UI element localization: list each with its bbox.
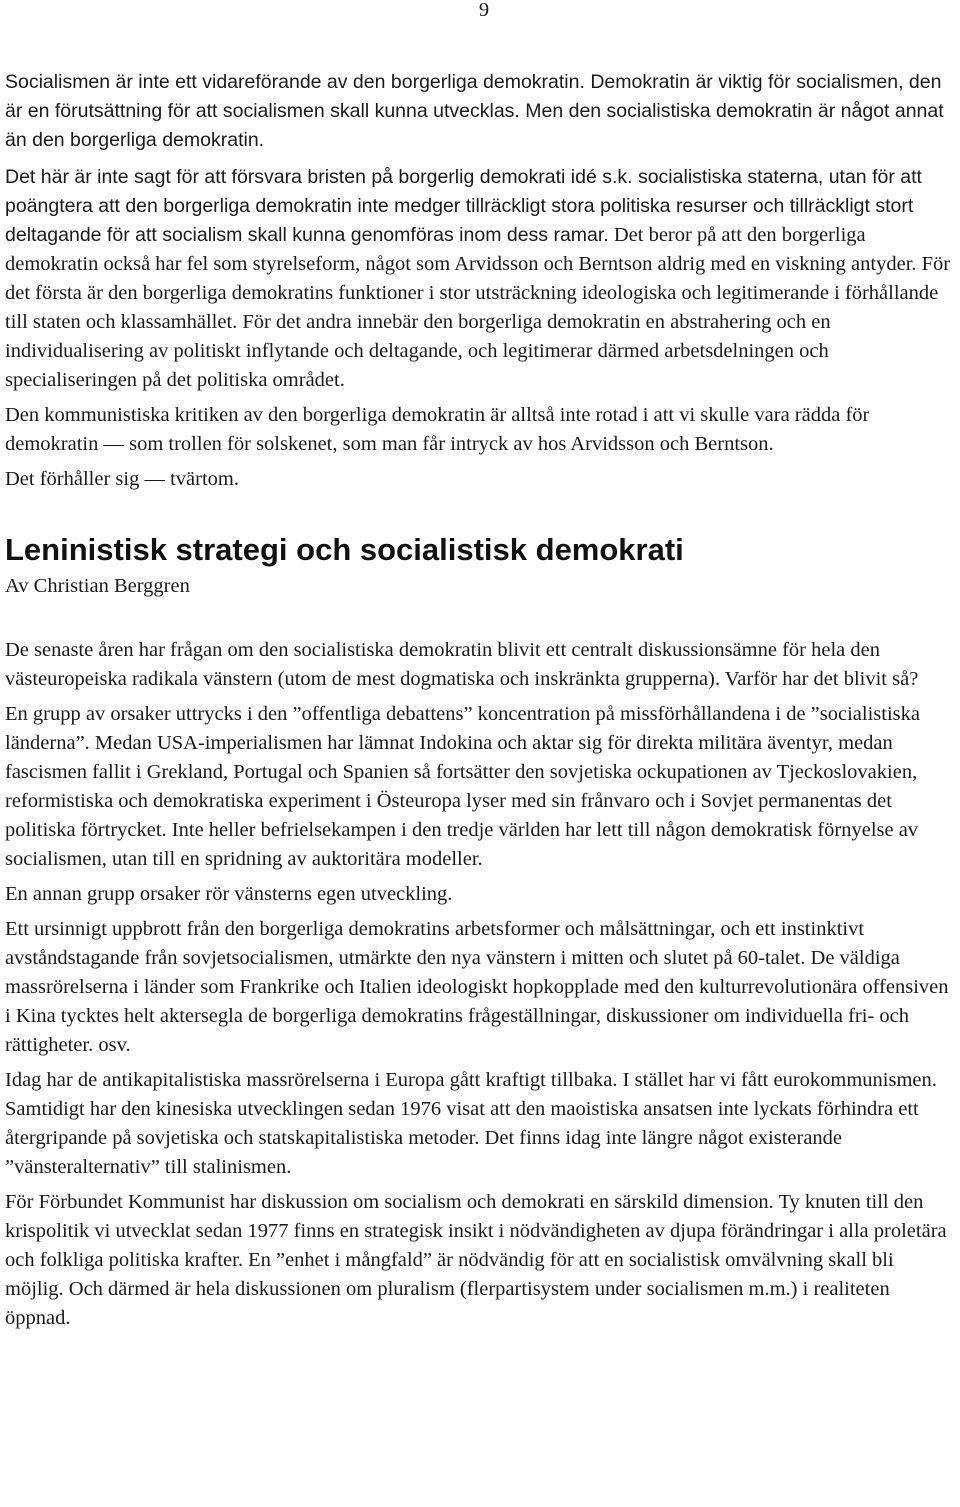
article-paragraph: Ett ursinnigt uppbrott från den borgerliga demokratins arbetsformer och målsättningar, och ett instinktivt avståndstagande från sovjetsocialismen, utmärkte den nya vänstern i mitten och slutet på 60-talet. De väldiga massrörelserna i länder som Frankrike och Italien ideologiskt hopkopplade med den kulturrevolutionära offensiven i Kina tycktes helt aktersegla de borgerliga demokratins frågeställningar, diskussioner om individuella fri- och rättigheter. osv. bbox=[5, 918, 949, 1056]
intro-paragraph: Socialismen är inte ett vidareförande av den borgerliga demokratin. Demokratin är viktig för socialismen, den är en förutsättning för att socialismen skall kunna utvecklas. Men den socialistiska demokratin är något annat än den borgerliga demokratin. bbox=[5, 71, 944, 151]
argument-paragraph bbox=[5, 163, 955, 395]
page-number: 9 bbox=[478, 0, 490, 21]
article-paragraph: De senaste åren har frågan om den socialistiska demokratin blivit ett centralt diskussionsämne för hela den västeuropeiska radikala vänstern (utom de mest dogmatiska och inskränkta grupperna). Varför har det blivit så? bbox=[5, 639, 919, 690]
argument-paragraph-sans-part: Det här är inte sagt för att försvara bristen på borgerlig demokrati idé s.k. socialistiska staterna, utan för att poängtera att den borgerliga demokratin inte medger tillräckligt stora politiska resurser och tillräckligt stort deltagande för att socialism skall kunna genomföras inom dess ramar. bbox=[5, 166, 922, 246]
article-paragraph: Idag har de antikapitalistiska massrörelserna i Europa gått kraftigt tillbaka. I stället har vi fått eurokommunismen. Samtidigt har den kinesiska utvecklingen sedan 1976 visat att den maoistiska ansatsen inte lyckats förhindra ett återgripande på sovjetiska och statskapitalistiska metoder. Det finns idag inte längre något existerande ”vänsteralternativ” till stalinismen. bbox=[5, 1069, 937, 1178]
article-byline: Av Christian Berggren bbox=[5, 575, 190, 597]
article-paragraph: För Förbundet Kommunist har diskussion om socialism och demokrati en särskild dimension. Ty knuten till den krispolitik vi utvecklat sedan 1977 finns en strategisk insikt i nödvändigheten av djupa förändringar i alla proletära och folkliga politiska krafter. En ”enhet i mångfald” är nödvändig för att en socialistisk omvälvning skall bli möjlig. Och därmed är hela diskussionen om pluralism (flerpartisystem under socialismen m.m.) i realiteten öppnad. bbox=[5, 1191, 947, 1329]
critique-paragraph: Den kommunistiska kritiken av den borgerliga demokratin är alltså inte rotad i att vi skulle vara rädda för demokratin — som trollen för solskenet, som man får intryck av hos Arvidsson och Berntson. bbox=[5, 404, 870, 455]
conclusion-paragraph: Det förhåller sig — tvärtom. bbox=[5, 468, 239, 490]
argument-paragraph-serif-part: Det beror på att den borgerliga demokratin också har fel som styrelseform, något som Arvidsson och Berntson aldrig med en viskning antyder. För det första är den borgerliga demokratins funktioner i stor utsträckning ideologiska och legitimerande i förhållande till staten och klassamhället. För det andra innebär den borgerliga demokratin en abstrahering och en individualisering av politiskt inflytande och deltagande, och legitimerar därmed arbetsdelningen och specialiseringen på det politiska området. bbox=[5, 224, 951, 391]
page-content bbox=[5, 68, 955, 1339]
article-paragraph: En annan grupp orsaker rör vänsterns egen utveckling. bbox=[5, 883, 453, 905]
article-paragraph: En grupp av orsaker uttrycks i den ”offentliga debattens” koncentration på missförhållandena i de ”socialistiska länderna”. Medan USA-imperialismen har lämnat Indokina och aktar sig för direkta militära äventyr, medan fascismen fallit i Grekland, Portugal och Spanien så fortsätter den sovjetiska ockupationen av Tjeckoslovakien, reformistiska och demokratiska experiment i Östeuropa lyser med sin frånvaro och i Sovjet permanentas det politiska förtrycket. Inte heller befrielsekampen i den tredje världen har lett till någon demokratisk förnyelse av socialismen, utan till en spridning av auktoritära modeller. bbox=[5, 703, 920, 870]
article-title: Leninistisk strategi och socialistisk demokrati bbox=[5, 532, 684, 567]
